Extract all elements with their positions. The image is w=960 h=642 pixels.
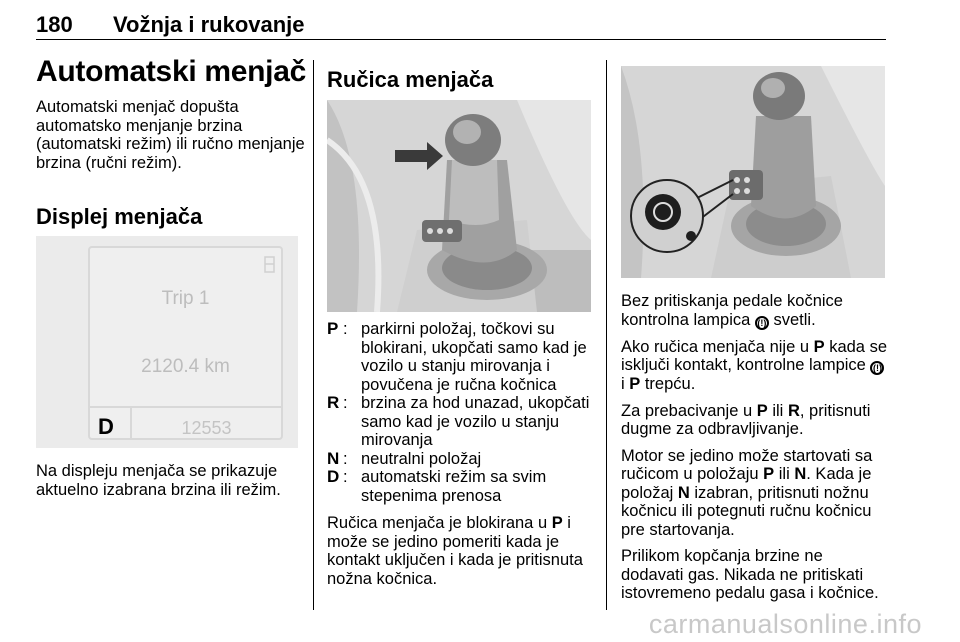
gear-display-illustration: [36, 236, 298, 448]
gear-lever-illustration: [327, 100, 591, 312]
fuel-icon: [263, 254, 277, 274]
list-item: R : brzina za hod unazad, ukopčati samo kad je vozilo u stanju mirovanja: [327, 393, 590, 449]
right-text: [621, 292, 887, 603]
list-item: N : neutralni položaj: [327, 448, 482, 468]
paragraph: Za prebacivanje u P ili R, pritisnuti dugme za odbravljivanje.: [621, 401, 871, 438]
display-divider: [90, 406, 281, 408]
list-item: P : parkirni položaj, točkovi su blokirani, ukopčati samo kad je vozilo u stanju mirovanja i povučena je ručna kočnica: [327, 319, 587, 394]
brake-indicator-photo: [621, 66, 885, 278]
paragraph: Bez pritiskanja pedale kočnice kontrolna lampica (!) svetli.: [621, 292, 843, 329]
display-screen: [88, 246, 283, 440]
column-divider: [606, 60, 607, 610]
trip-label: Trip 1: [161, 288, 210, 309]
chapter-title: Vožnja i rukovanje: [113, 12, 305, 37]
paragraph: Motor se jedino može startovati sa ručicom u položaju P ili N. Kada je položaj N izabran, pritisnuti nožnu kočnicu ili potegnuti ručnu kočnicu pre startovanja.: [621, 446, 873, 539]
gear-indicator: D: [98, 414, 114, 439]
lever-lock-paragraph: Ručica menjača je blokirana u P i može se jedino pomeriti kada je kontakt uključen i kada je pritisnuta nožna kočnica.: [327, 514, 583, 588]
trip-distance: 2120.4 km: [141, 356, 230, 377]
display-caption: Na displeju menjača se prikazuje aktuelno izabrana brzina ili režim.: [36, 462, 281, 499]
section-title: Automatski menjač: [36, 55, 306, 88]
display-heading: Displej menjača: [36, 204, 203, 229]
watermark: carmanualsonline.info: [648, 609, 922, 639]
brake-indicator-illustration: [621, 66, 885, 278]
page-number: 180: [36, 12, 73, 37]
odometer-value: 12553: [181, 418, 232, 438]
lever-heading: Ručica menjača: [327, 67, 494, 92]
lever-positions-list: [327, 320, 597, 505]
paragraph: Ako ručica menjača nije u P kada se isključi kontakt, kontrolne lampice (!) i P trepću.: [621, 337, 887, 393]
page-header: [36, 6, 886, 40]
list-item: D : automatski režim sa svim stepenima prenosa: [327, 467, 547, 505]
brake-lamp-icon: (!): [870, 361, 884, 375]
paragraph: Prilikom kopčanja brzine ne dodavati gas. Nikada ne pritiskati istovremeno pedalu gasa i kočnice.: [621, 547, 879, 602]
gear-lever-photo: [327, 100, 591, 312]
intro-paragraph: Automatski menjač dopušta automatsko menjanje brzina (automatski režim) ili ručno menjanje brzina (ručni režim).: [36, 98, 305, 172]
column-divider: [313, 60, 314, 610]
brake-lamp-icon: (!): [755, 316, 769, 330]
